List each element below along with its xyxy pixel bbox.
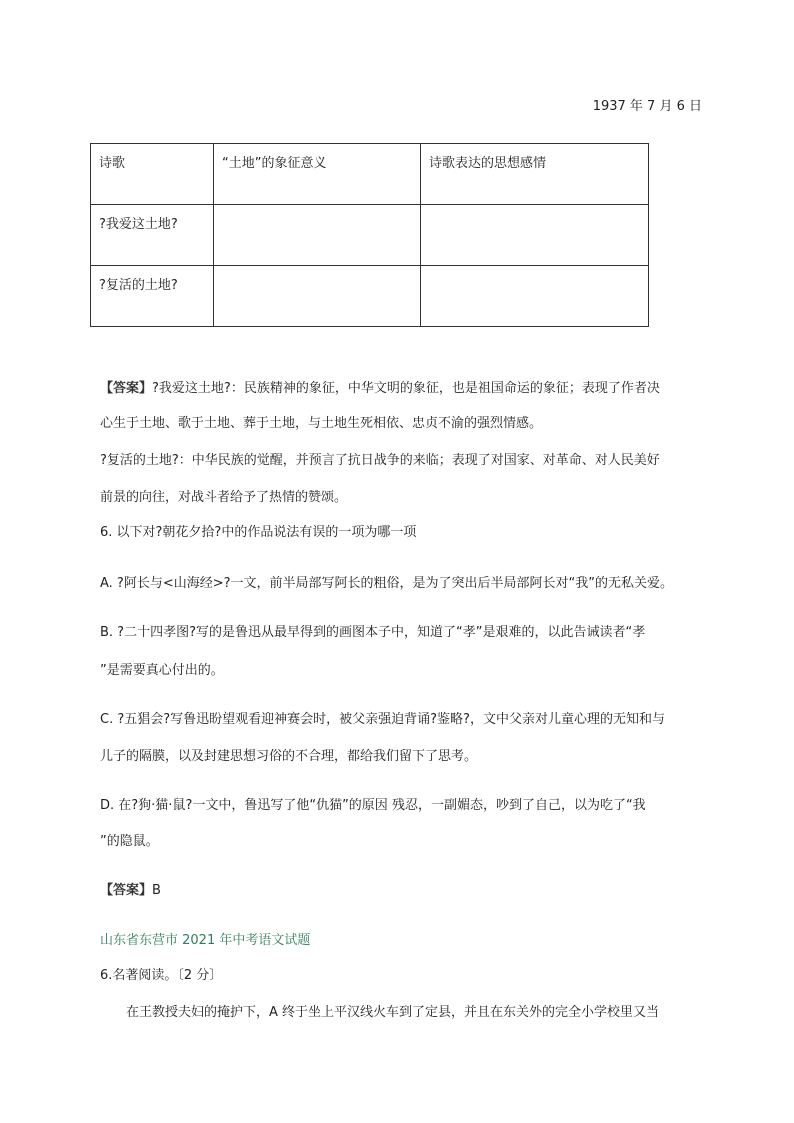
answer1-line1 — [100, 377, 660, 396]
table-cell: ?复活的土地? — [91, 266, 214, 327]
poem-table — [90, 143, 649, 327]
table-row — [91, 205, 649, 266]
table-cell — [214, 266, 421, 327]
answer1-line3: ?复活的土地?：中华民族的觉醒，并预言了抗日战争的来临；表现了对国家、对革命、对人民美好 — [100, 453, 660, 468]
answer1-line4: 前景的向往，对战斗者给予了热情的赞颂。 — [100, 490, 348, 505]
question-6b-stem: 6.名著阅读。〔2 分〕 — [100, 968, 223, 983]
source-heading: 山东省东营市 2021 年中考语文试题 — [100, 933, 311, 948]
option-c-line2: 儿子的隔膜，以及封建思想习俗的不合理，都给我们留下了思考。 — [100, 749, 478, 764]
answer2-line — [100, 879, 161, 898]
table-header-cell: 诗歌 — [91, 144, 214, 205]
option-d-line2: ”的隐鼠。 — [100, 834, 159, 849]
table-cell — [421, 266, 649, 327]
option-d-line1: D. 在?狗·猫·鼠?一文中，鲁迅写了他“仇猫”的原因 残忍，一副媚态，吵到了自己，以为吃了“我 — [100, 798, 646, 813]
answer-text: ?我爱这土地?：民族精神的象征，中华文明的象征，也是祖国命运的象征；表现了作者决 — [152, 381, 660, 396]
table-header-cell: 诗歌表达的思想感情 — [421, 144, 649, 205]
option-b-line2: ”是需要真心付出的。 — [100, 663, 224, 678]
question-6b-paragraph: 在王教授夫妇的掩护下，A 终于坐上平汉线火车到了定县，并且在东关外的完全小学校里又当 — [126, 1005, 660, 1020]
table-cell — [214, 205, 421, 266]
option-c-line1: C. ?五猖会?写鲁迅盼望观看迎神赛会时，被父亲强迫背诵?鉴略?，文中父亲对儿童心理的无知和与 — [100, 712, 665, 727]
table-header-row — [91, 144, 649, 205]
table-header-cell: “土地”的象征意义 — [214, 144, 421, 205]
answer1-line2: 心生于土地、歌于土地、葬于土地，与土地生死相依、忠贞不渝的强烈情感。 — [100, 416, 543, 431]
answer-tag: 【答案】 — [100, 381, 153, 396]
table-row — [91, 266, 649, 327]
option-b-line1: B. ?二十四孝图?写的是鲁迅从最早得到的画图本子中，知道了“孝”是艰难的，以此告诫读者“孝 — [100, 625, 646, 640]
table-cell: ?我爱这土地? — [91, 205, 214, 266]
answer-value: B — [152, 883, 161, 898]
table-cell — [421, 205, 649, 266]
answer-tag: 【答案】 — [100, 883, 153, 898]
option-a: A. ?阿长与<山海经>?一文，前半局部写阿长的粗俗，是为了突出后半局部阿长对“我”的无私关爱。 — [100, 576, 673, 591]
question-6-stem: 6. 以下对?朝花夕拾?中的作品说法有误的一项为哪一项 — [100, 525, 417, 540]
date-line: 1937 年 7 月 6 日 — [592, 99, 702, 114]
